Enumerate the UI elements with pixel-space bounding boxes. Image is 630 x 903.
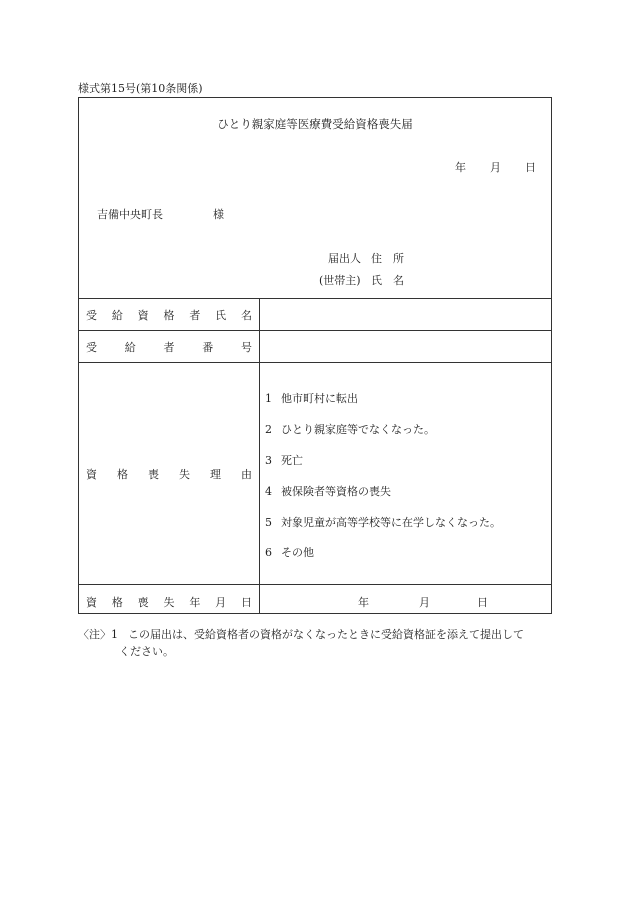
applicant-role: 届出人 [328, 252, 361, 265]
recipient-name-label: 受 給 資 格 者 氏 名 [86, 309, 252, 322]
loss-date-year[interactable]: 年 [358, 596, 369, 609]
applicant-address-label: 住 所 [371, 252, 404, 265]
recipient-number-field[interactable] [261, 332, 551, 361]
applicant-name-label: 氏 名 [371, 274, 404, 287]
form-title: ひとり親家庭等医療費受給資格喪失届 [217, 117, 413, 131]
note [78, 626, 524, 642]
reason-item[interactable]: 2 ひとり親家庭等でなくなった。 [265, 423, 435, 436]
reason-item[interactable]: 6 その他 [265, 546, 314, 559]
reason-item[interactable]: 5 対象児童が高等学校等に在学しなくなった。 [265, 516, 501, 529]
note-line2: ください。 [119, 645, 174, 658]
row-divider [79, 362, 551, 363]
applicant-household-role: (世帯主) [319, 274, 361, 287]
addressee-name: 吉備中央町長 [97, 208, 163, 221]
row-divider [79, 298, 551, 299]
row-divider [79, 330, 551, 331]
loss-date-month[interactable]: 月 [419, 596, 430, 609]
note-prefix: 〈注〉1 [78, 628, 118, 641]
column-divider [259, 298, 260, 614]
loss-reason-label: 資 格 喪 失 理 由 [86, 468, 252, 481]
recipient-name-field[interactable] [261, 300, 551, 329]
reason-item[interactable]: 1 他市町村に転出 [265, 392, 358, 405]
addressee-honorific: 様 [213, 208, 224, 221]
date-header-year: 年 [455, 161, 466, 174]
row-divider [79, 584, 551, 585]
loss-date-label: 資 格 喪 失 年 月 日 [86, 596, 252, 609]
reason-item[interactable]: 4 被保険者等資格の喪失 [265, 485, 391, 498]
date-header-month: 月 [490, 161, 501, 174]
recipient-number-label: 受 給 者 番 号 [86, 341, 252, 354]
note-line1: この届出は、受給資格者の資格がなくなったときに受給資格証を添えて提出して [128, 628, 524, 641]
form-frame [78, 97, 552, 614]
loss-date-day[interactable]: 日 [477, 596, 488, 609]
date-header-day: 日 [525, 161, 536, 174]
reason-item[interactable]: 3 死亡 [265, 454, 303, 467]
form-number: 様式第15号(第10条関係) [78, 82, 203, 95]
